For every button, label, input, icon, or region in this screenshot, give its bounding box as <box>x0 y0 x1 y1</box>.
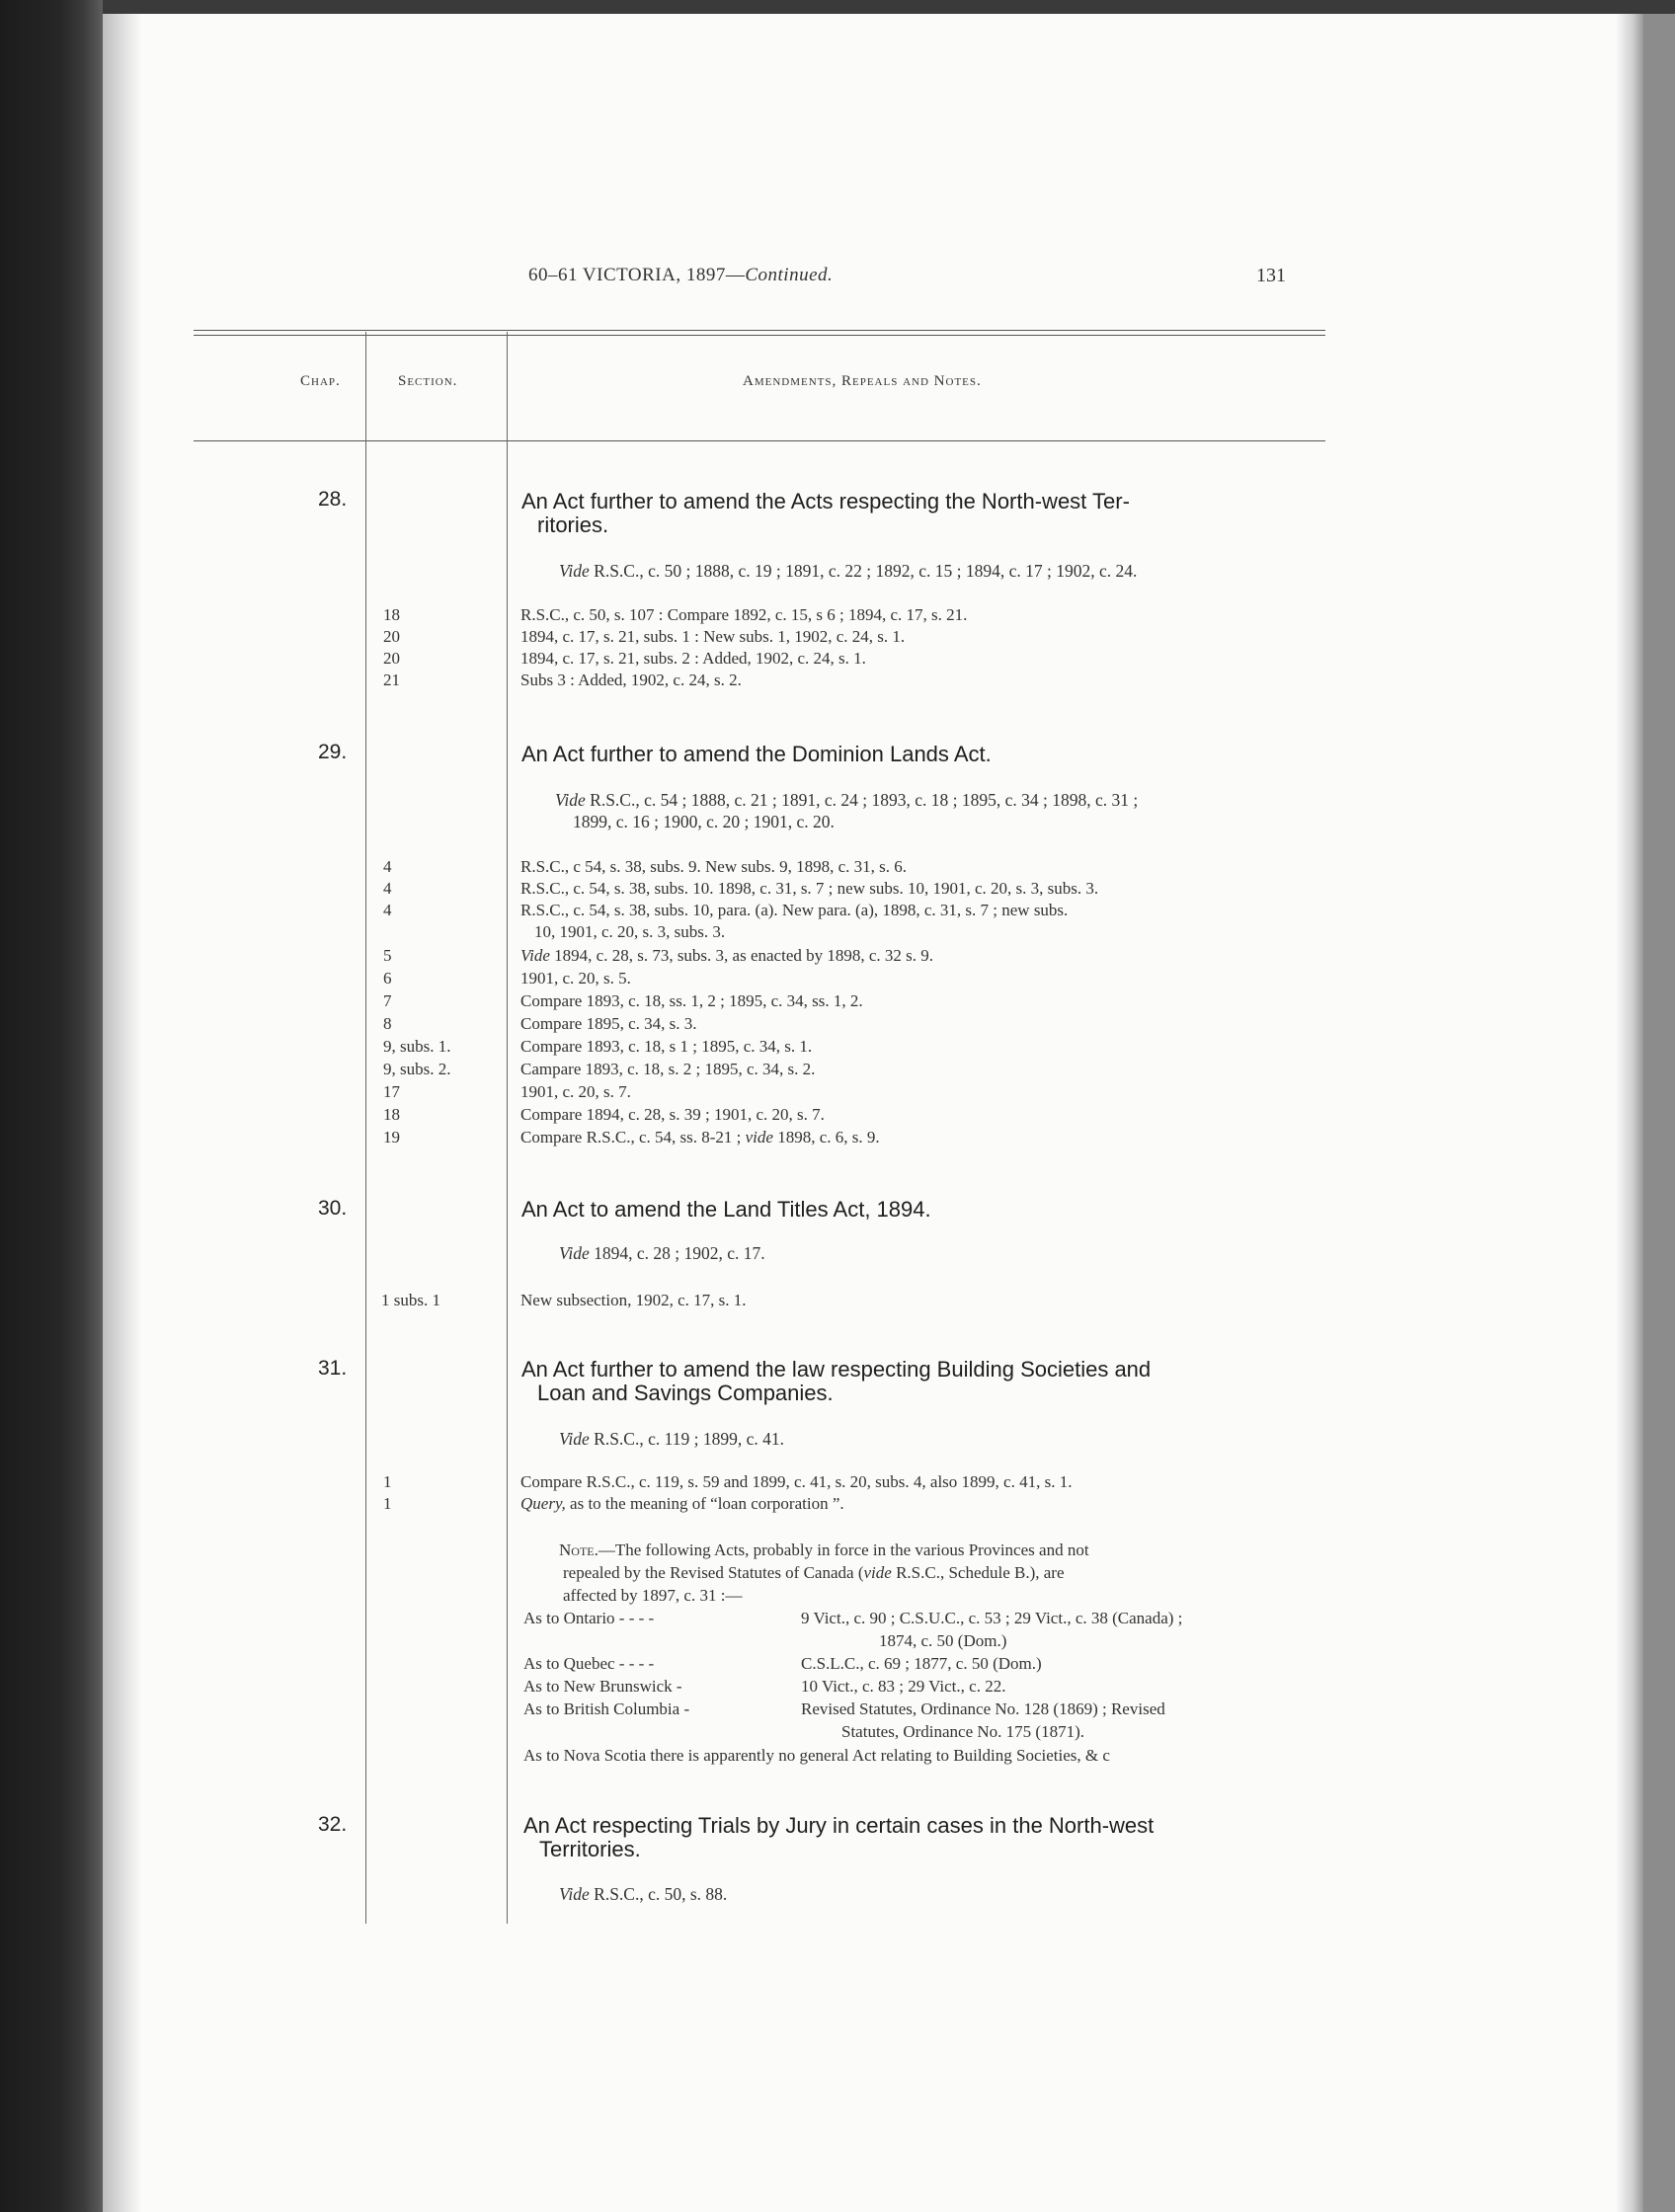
note-label: Note. <box>559 1540 598 1559</box>
section-number: 4 <box>383 857 392 876</box>
province-label: As to Quebec - - - - <box>523 1654 655 1673</box>
act-title-line: ritories. <box>537 513 609 537</box>
page-number: 131 <box>1256 265 1286 286</box>
act-title-line: An Act respecting Trials by Jury in certain cases in the North-west <box>523 1813 1155 1838</box>
amendment-note: 1894, c. 17, s. 21, subs. 1 : New subs. 1, 1902, c. 24, s. 1. <box>520 627 906 646</box>
section-column-divider <box>365 332 366 1924</box>
vide-label: Vide <box>559 561 590 581</box>
note-paragraph <box>559 1540 1089 1560</box>
amendment-text: Compare R.S.C., c. 54, ss. 8-21 ; <box>520 1128 746 1146</box>
running-title: 60–61 VICTORIA, 1897— <box>528 265 746 285</box>
amendment-text: 1894, c. 28, s. 73, subs. 3, as enacted by 1898, c. 32 s. 9. <box>549 946 934 965</box>
running-title-continued: Continued. <box>745 265 834 285</box>
amendment-note-continued: 10, 1901, c. 20, s. 3, subs. 3. <box>534 922 726 941</box>
province-label: As to Ontario - - - - <box>523 1609 655 1627</box>
act-title <box>521 490 1430 537</box>
vide-label: Vide <box>559 1884 590 1904</box>
chapter-number: 29. <box>318 741 348 763</box>
act-title-line: Territories. <box>539 1837 641 1861</box>
province-label: As to British Columbia - <box>523 1699 690 1718</box>
amendment-note <box>520 946 933 966</box>
section-number: 5 <box>383 946 392 965</box>
scan-border-top <box>0 0 1675 14</box>
section-number: 8 <box>383 1014 392 1033</box>
section-number: 4 <box>383 901 392 919</box>
act-title <box>521 1358 1430 1405</box>
vide-label: Vide <box>559 1243 590 1263</box>
amendment-text: 1898, c. 6, s. 9. <box>772 1128 880 1146</box>
province-acts: Revised Statutes, Ordinance No. 128 (1869) ; Revised <box>801 1699 1165 1718</box>
chapter-number: 31. <box>318 1357 348 1380</box>
section-number: 17 <box>383 1082 400 1101</box>
column-header-notes: Amendments, Repeals and Notes. <box>743 373 982 389</box>
act-title-line: An Act further to amend the Dominion Lands Act. <box>521 742 992 766</box>
section-number: 19 <box>383 1128 400 1146</box>
section-number: 1 <box>383 1472 392 1491</box>
amendment-note: 1894, c. 17, s. 21, subs. 2 : Added, 1902, c. 24, s. 1. <box>520 649 866 668</box>
column-header-chap: Chap. <box>300 373 341 389</box>
section-number: 6 <box>383 969 392 988</box>
amendment-note: Subs 3 : Added, 1902, c. 24, s. 2. <box>520 671 742 689</box>
amendment-note: Compare R.S.C., c. 119, s. 59 and 1899, c. 41, s. 20, subs. 4, also 1899, c. 41, s. 1. <box>520 1472 1073 1491</box>
act-title-line: An Act further to amend the Acts respecting the North-west Ter- <box>521 489 1130 514</box>
province-label: As to New Brunswick - <box>523 1677 682 1696</box>
amendment-note: R.S.C., c. 50, s. 107 : Compare 1892, c. 15, s 6 ; 1894, c. 17, s. 21. <box>520 605 968 624</box>
section-number: 1 subs. 1 <box>381 1291 440 1309</box>
note-text: repealed by the Revised Statutes of Canada ( <box>563 1563 864 1582</box>
province-acts-continued: 1874, c. 50 (Dom.) <box>879 1631 1007 1650</box>
vide-label: vide <box>863 1563 892 1582</box>
vide-label: vide <box>745 1128 773 1146</box>
query-label: Query, <box>520 1494 566 1513</box>
vide-reference <box>559 1243 765 1264</box>
table-top-rule <box>194 330 1325 331</box>
amendment-note: Compare 1894, c. 28, s. 39 ; 1901, c. 20, s. 7. <box>520 1105 825 1124</box>
amendment-text: as to the meaning of “loan corporation ”. <box>565 1494 844 1513</box>
act-title-line: An Act further to amend the law respecting Building Societies and <box>521 1357 1152 1382</box>
amendment-note: New subsection, 1902, c. 17, s. 1. <box>520 1291 747 1309</box>
running-head <box>528 265 923 286</box>
chapter-number: 28. <box>318 488 348 511</box>
section-number: 9, subs. 2. <box>383 1060 451 1078</box>
section-number: 7 <box>383 991 392 1010</box>
amendment-note: Compare 1893, c. 18, s 1 ; 1895, c. 34, s. 1. <box>520 1037 813 1056</box>
vide-text: R.S.C., c. 119 ; 1899, c. 41. <box>594 1429 784 1449</box>
section-number: 9, subs. 1. <box>383 1037 451 1056</box>
province-acts: 9 Vict., c. 90 ; C.S.U.C., c. 53 ; 29 Vict., c. 38 (Canada) ; <box>801 1609 1183 1627</box>
vide-reference <box>559 1884 727 1905</box>
province-acts: C.S.L.C., c. 69 ; 1877, c. 50 (Dom.) <box>801 1654 1042 1673</box>
section-number: 18 <box>383 605 400 624</box>
act-title-line: An Act to amend the Land Titles Act, 1894. <box>521 1197 931 1222</box>
column-header-section: Section. <box>398 373 458 389</box>
amendment-note: Campare 1893, c. 18, s. 2 ; 1895, c. 34, s. 2. <box>520 1060 816 1078</box>
section-number: 20 <box>383 627 400 646</box>
vide-text: R.S.C., c. 50 ; 1888, c. 19 ; 1891, c. 22 ; 1892, c. 15 ; 1894, c. 17 ; 1902, c. 24. <box>594 561 1138 581</box>
vide-text: R.S.C., c. 50, s. 88. <box>594 1884 728 1904</box>
section-number: 1 <box>383 1494 392 1513</box>
page-edge-shadow <box>1616 14 1643 2212</box>
note-last-line: As to Nova Scotia there is apparently no general Act relating to Building Societies, & c <box>523 1746 1110 1765</box>
amendment-note: Compare 1893, c. 18, ss. 1, 2 ; 1895, c. 34, ss. 1, 2. <box>520 991 863 1010</box>
chapter-number: 30. <box>318 1197 348 1220</box>
province-acts-continued: Statutes, Ordinance No. 175 (1871). <box>841 1722 1084 1741</box>
amendment-note: R.S.C., c 54, s. 38, subs. 9. New subs. 9, 1898, c. 31, s. 6. <box>520 857 908 876</box>
chapter-number: 32. <box>318 1813 348 1836</box>
act-title <box>521 1198 1430 1222</box>
amendment-note: Compare 1895, c. 34, s. 3. <box>520 1014 697 1033</box>
notes-column-divider <box>507 332 508 1924</box>
act-title-line: Loan and Savings Companies. <box>537 1381 834 1405</box>
vide-reference <box>559 561 1137 582</box>
note-paragraph-line <box>563 1563 1065 1583</box>
act-title <box>523 1814 1432 1861</box>
header-bottom-rule <box>194 440 1325 441</box>
amendment-note: R.S.C., c. 54, s. 38, subs. 10, para. (a). New para. (a), 1898, c. 31, s. 7 ; new subs. <box>520 901 1069 919</box>
vide-label: Vide <box>555 790 586 810</box>
amendment-note <box>520 1128 880 1147</box>
province-acts: 10 Vict., c. 83 ; 29 Vict., c. 22. <box>801 1677 1006 1696</box>
amendment-note: R.S.C., c. 54, s. 38, subs. 10. 1898, c. 31, s. 7 ; new subs. 10, 1901, c. 20, s. 3, subs. 3. <box>520 879 1099 898</box>
table-top-rule-double <box>194 335 1325 336</box>
vide-text: R.S.C., c. 54 ; 1888, c. 21 ; 1891, c. 24 ; 1893, c. 18 ; 1895, c. 34 ; 1898, c. 31 ; <box>590 790 1139 810</box>
note-text: —The following Acts, probably in force in the various Provinces and not <box>598 1540 1089 1559</box>
vide-label: Vide <box>559 1429 590 1449</box>
note-text: R.S.C., Schedule B.), are <box>891 1563 1065 1582</box>
document-page <box>103 14 1643 2212</box>
note-paragraph-line: affected by 1897, c. 31 :— <box>563 1586 743 1605</box>
section-number: 4 <box>383 879 392 898</box>
vide-reference <box>555 790 1138 811</box>
scan-border-left <box>0 0 103 2212</box>
amendment-note: 1901, c. 20, s. 7. <box>520 1082 631 1101</box>
section-number: 21 <box>383 671 400 689</box>
amendment-note: 1901, c. 20, s. 5. <box>520 969 631 988</box>
vide-label: Vide <box>520 946 550 965</box>
section-number: 18 <box>383 1105 400 1124</box>
vide-reference <box>559 1429 784 1450</box>
amendment-note <box>520 1494 844 1514</box>
act-title <box>521 743 1430 766</box>
page-gutter-shadow <box>103 14 142 2212</box>
section-number: 20 <box>383 649 400 668</box>
vide-text: 1894, c. 28 ; 1902, c. 17. <box>594 1243 765 1263</box>
vide-reference-continued: 1899, c. 16 ; 1900, c. 20 ; 1901, c. 20. <box>573 812 835 831</box>
